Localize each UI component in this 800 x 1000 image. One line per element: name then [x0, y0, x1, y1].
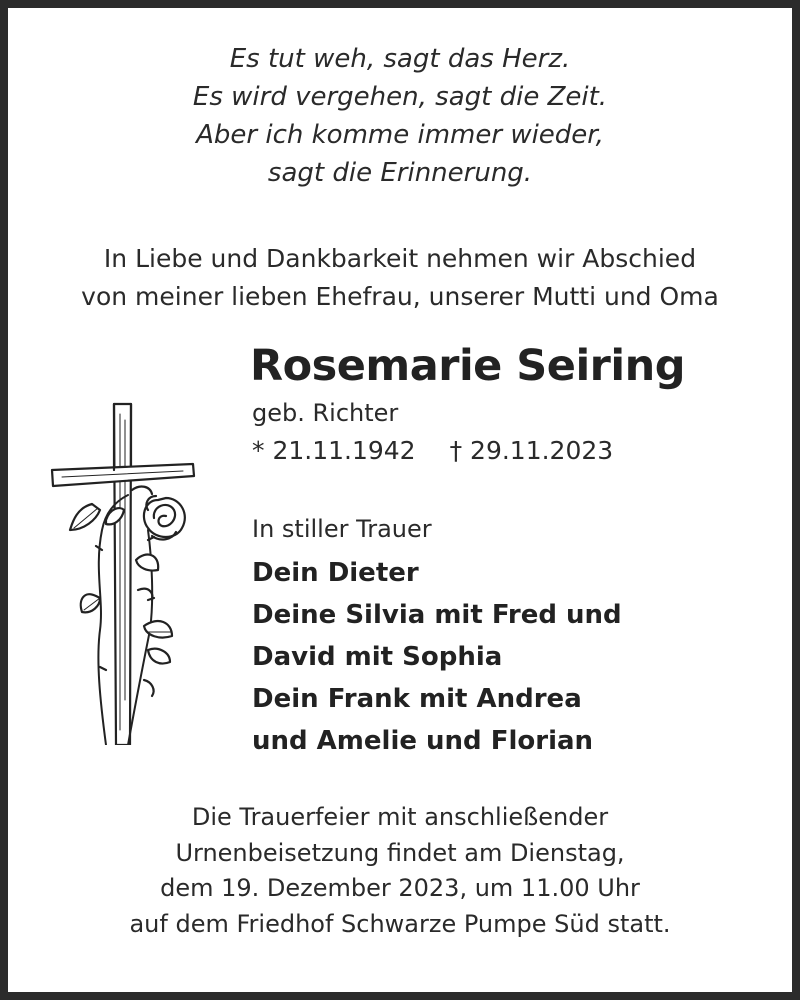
farewell-intro [0, 240, 800, 316]
mourner-line: David mit Sophia [252, 642, 503, 672]
birth-date: * 21.11.1942 [252, 436, 416, 465]
poem [0, 40, 800, 192]
service-line: Die Trauerfeier mit anschließender [191, 803, 609, 831]
funeral-service-info [0, 800, 800, 942]
poem-line: Es wird vergehen, sagt die Zeit. [192, 82, 608, 112]
death-date: † 29.11.2023 [449, 436, 614, 465]
intro-line: von meiner lieben Ehefrau, unserer Mutti und Oma [81, 282, 719, 311]
poem-line: Es tut weh, sagt das Herz. [229, 44, 571, 74]
mourning-intro: In stiller Trauer [252, 515, 432, 543]
mourners-list [252, 552, 622, 762]
maiden-name: geb. Richter [252, 399, 399, 427]
life-dates [252, 434, 613, 468]
intro-line: In Liebe und Dankbarkeit nehmen wir Abschied [103, 244, 697, 273]
mourner-line: Dein Dieter [252, 558, 419, 588]
mourner-line: und Amelie und Florian [252, 726, 594, 756]
poem-line: sagt die Erinnerung. [267, 158, 533, 188]
service-line: Urnenbeisetzung findet am Dienstag, [175, 838, 625, 867]
mourner-line: Deine Silvia mit Fred und [252, 600, 622, 630]
cross-with-rose-icon [48, 400, 198, 745]
mourner-line: Dein Frank mit Andrea [252, 684, 582, 714]
poem-line: Aber ich komme immer wieder, [196, 120, 604, 150]
deceased-name: Rosemarie Seiring [250, 341, 686, 391]
service-line: dem 19. Dezember 2023, um 11.00 Uhr [160, 874, 640, 902]
service-line: auf dem Friedhof Schwarze Pumpe Süd statt. [129, 909, 671, 938]
